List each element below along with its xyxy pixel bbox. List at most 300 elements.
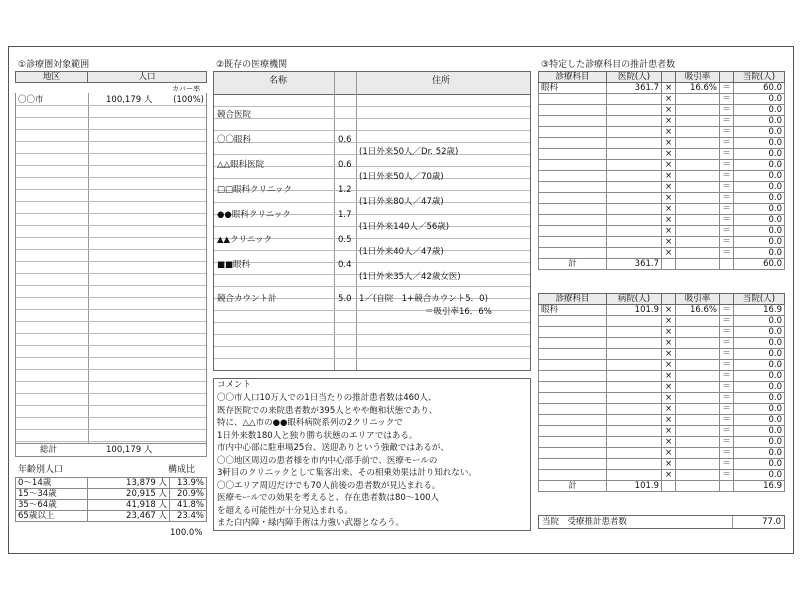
clinic-cell bbox=[607, 459, 662, 470]
eq-cell: ＝ bbox=[720, 338, 734, 349]
own-cell: 60.0 bbox=[734, 83, 785, 94]
own-cell: 0.0 bbox=[734, 138, 785, 149]
table-row bbox=[539, 448, 785, 459]
grid-line bbox=[16, 261, 206, 262]
table-row bbox=[539, 316, 785, 327]
coverage-total-pop: 100,179 人 bbox=[106, 445, 153, 455]
table-row bbox=[539, 437, 785, 448]
dept-cell bbox=[539, 360, 607, 371]
grid-line bbox=[16, 117, 206, 118]
eq-cell: ＝ bbox=[720, 382, 734, 393]
grid-line bbox=[16, 273, 206, 274]
rate-cell bbox=[676, 349, 720, 360]
table-row bbox=[539, 116, 785, 127]
age-pop: 13,879 人 bbox=[88, 478, 170, 489]
dept-cell bbox=[539, 127, 607, 138]
table-row bbox=[539, 349, 785, 360]
coverage-total-label: 総計 bbox=[40, 445, 58, 455]
rate-cell bbox=[676, 226, 720, 237]
clinic-cell bbox=[607, 404, 662, 415]
dept-cell bbox=[539, 215, 607, 226]
grid-line bbox=[16, 417, 206, 418]
age-row bbox=[16, 511, 207, 522]
dept-cell bbox=[539, 448, 607, 459]
spacer-cell bbox=[720, 481, 734, 492]
dept-cell bbox=[539, 382, 607, 393]
total-clinic: 101.9 bbox=[607, 481, 662, 492]
table-row bbox=[539, 215, 785, 226]
dept-cell bbox=[539, 393, 607, 404]
clinic-cell bbox=[607, 171, 662, 182]
own-cell: 0.0 bbox=[734, 182, 785, 193]
table-row bbox=[539, 459, 785, 470]
eq-cell: ＝ bbox=[720, 116, 734, 127]
clinic-cell bbox=[607, 360, 662, 371]
dept-cell: 眼科 bbox=[539, 305, 607, 316]
clinic-value: 0.6 bbox=[338, 160, 352, 170]
times-cell: × bbox=[662, 182, 676, 193]
coverage-table bbox=[15, 71, 207, 83]
own-header: 当院(人) bbox=[734, 294, 785, 305]
times-cell: × bbox=[662, 371, 676, 382]
eq-cell: ＝ bbox=[720, 127, 734, 138]
dept-cell bbox=[539, 470, 607, 481]
table-header bbox=[539, 294, 785, 305]
comment-line: 医療モールでの効果を考えると、存在患者数は80～100人 bbox=[217, 493, 440, 503]
table-row bbox=[539, 360, 785, 371]
times-cell: × bbox=[662, 349, 676, 360]
dept-cell bbox=[539, 404, 607, 415]
comment-line: 〇〇地区周辺の患者様を市内中心部手前で、医療モールの bbox=[217, 455, 438, 466]
dept-cell bbox=[539, 349, 607, 360]
grid-line bbox=[16, 225, 206, 226]
grid-line bbox=[16, 429, 206, 430]
coverage-divider bbox=[88, 93, 89, 443]
coverage-total-row bbox=[15, 443, 207, 457]
times-cell: × bbox=[662, 360, 676, 371]
own-cell: 0.0 bbox=[734, 226, 785, 237]
rate-cell bbox=[676, 182, 720, 193]
rate-cell bbox=[676, 393, 720, 404]
grid-line bbox=[214, 346, 530, 347]
comment-line: 〇〇エリア周辺だけでも70人前後の患者数が見込まれる。 bbox=[217, 480, 441, 491]
own-cell: 0.0 bbox=[734, 316, 785, 327]
table-row bbox=[539, 248, 785, 259]
grid-line bbox=[16, 333, 206, 334]
clinic-cell bbox=[607, 437, 662, 448]
table-row bbox=[539, 426, 785, 437]
comment-line: 1日外来数180人と独り勝ち状態のエリアではある。 bbox=[217, 430, 418, 441]
eq-cell: ＝ bbox=[720, 305, 734, 316]
times-cell: × bbox=[662, 393, 676, 404]
grid-line bbox=[16, 393, 206, 394]
spacer-cell bbox=[720, 72, 734, 83]
clinic-cell bbox=[607, 226, 662, 237]
table-row bbox=[539, 105, 785, 116]
table-row bbox=[539, 404, 785, 415]
final-divider bbox=[732, 516, 733, 528]
total-row bbox=[539, 481, 785, 492]
grid-line bbox=[214, 130, 530, 131]
dept-cell bbox=[539, 105, 607, 116]
clinic-cell bbox=[607, 426, 662, 437]
rate-cell bbox=[676, 105, 720, 116]
competitor-label: 競合医院 bbox=[217, 110, 252, 120]
own-cell: 0.0 bbox=[734, 127, 785, 138]
clinic-cell bbox=[607, 127, 662, 138]
patients-table-1 bbox=[538, 71, 785, 270]
final-estimate-label: 当院 受療推計患者数 bbox=[542, 517, 628, 527]
own-cell: 0.0 bbox=[734, 105, 785, 116]
eq-cell: ＝ bbox=[720, 226, 734, 237]
rate-cell bbox=[676, 248, 720, 259]
age-pct: 13.9% bbox=[170, 478, 207, 489]
eq-cell: ＝ bbox=[720, 360, 734, 371]
grid-line bbox=[16, 285, 206, 286]
times-cell: × bbox=[662, 237, 676, 248]
comment-line: を超える可能性が十分見込まれる。 bbox=[217, 505, 354, 516]
times-cell: × bbox=[662, 94, 676, 105]
spacer-cell bbox=[662, 259, 676, 270]
clinic-note: (1日外来140人／56歳) bbox=[359, 222, 450, 232]
eq-cell: ＝ bbox=[720, 316, 734, 327]
own-cell: 0.0 bbox=[734, 149, 785, 160]
own-cell: 0.0 bbox=[734, 382, 785, 393]
grid-line bbox=[214, 358, 530, 359]
comment-line: 3軒目のクリニックとして集客出来、その相乗効果は計り知れない。 bbox=[217, 468, 477, 478]
rate-cell bbox=[676, 437, 720, 448]
grid-line bbox=[16, 153, 206, 154]
age-label: 0～14歳 bbox=[16, 478, 88, 489]
grid-line bbox=[16, 309, 206, 310]
clinic-cell bbox=[607, 382, 662, 393]
count-value: 5.0 bbox=[338, 294, 352, 304]
eq-cell: ＝ bbox=[720, 327, 734, 338]
own-cell: 0.0 bbox=[734, 215, 785, 226]
clinic-header: 病院(人) bbox=[607, 294, 662, 305]
clinic-header: 医院(人) bbox=[607, 72, 662, 83]
eq-cell: ＝ bbox=[720, 371, 734, 382]
dept-cell bbox=[539, 426, 607, 437]
clinic-cell bbox=[607, 415, 662, 426]
table-row bbox=[539, 327, 785, 338]
age-label: 35～64歳 bbox=[16, 500, 88, 511]
times-cell: × bbox=[662, 127, 676, 138]
dept-header: 診療科目 bbox=[539, 294, 607, 305]
spacer-cell bbox=[662, 481, 676, 492]
table-row bbox=[539, 193, 785, 204]
own-cell: 0.0 bbox=[734, 415, 785, 426]
eq-cell: ＝ bbox=[720, 404, 734, 415]
grid-line bbox=[214, 142, 530, 143]
grid-line bbox=[16, 381, 206, 382]
dept-cell bbox=[539, 204, 607, 215]
dept-cell bbox=[539, 327, 607, 338]
col-addr-header: 住所 bbox=[432, 76, 451, 86]
dept-cell bbox=[539, 437, 607, 448]
clinic-name: ▲▲クリニック bbox=[217, 235, 273, 245]
own-cell: 0.0 bbox=[734, 459, 785, 470]
rate-cell bbox=[676, 116, 720, 127]
rate-cell bbox=[676, 360, 720, 371]
col-name-header: 名称 bbox=[269, 76, 288, 86]
grid-line bbox=[16, 237, 206, 238]
clinic-name: ■■眼科 bbox=[217, 260, 251, 270]
grid-line bbox=[214, 118, 530, 119]
clinic-cell bbox=[607, 138, 662, 149]
attraction-rate: ＝吸引率16．6% bbox=[425, 307, 492, 317]
rate-cell bbox=[676, 127, 720, 138]
grid-line bbox=[16, 369, 206, 370]
grid-line bbox=[214, 286, 530, 287]
rate-cell bbox=[676, 138, 720, 149]
own-cell: 0.0 bbox=[734, 349, 785, 360]
eq-cell: ＝ bbox=[720, 215, 734, 226]
grid-line bbox=[16, 297, 206, 298]
count-label: 競合カウント計 bbox=[217, 294, 277, 304]
grid-line bbox=[16, 321, 206, 322]
coverage-pop: 100,179 人 bbox=[106, 95, 153, 105]
clinic-cell bbox=[607, 94, 662, 105]
grid-line bbox=[16, 189, 206, 190]
own-cell: 0.0 bbox=[734, 204, 785, 215]
table-row bbox=[539, 83, 785, 94]
clinic-name: △△眼科医院 bbox=[217, 160, 265, 170]
dept-cell bbox=[539, 459, 607, 470]
total-own: 60.0 bbox=[734, 259, 785, 270]
grid-line bbox=[16, 165, 206, 166]
clinic-cell: 361.7 bbox=[607, 83, 662, 94]
grid-line bbox=[16, 345, 206, 346]
comment-line: 特に、△△市の●●眼科病院系列の2クリニックで bbox=[217, 418, 403, 428]
dept-cell bbox=[539, 160, 607, 171]
eq-cell: ＝ bbox=[720, 94, 734, 105]
times-cell: × bbox=[662, 437, 676, 448]
rate-cell bbox=[676, 94, 720, 105]
table-row bbox=[539, 393, 785, 404]
table-row bbox=[539, 138, 785, 149]
clinic-note: (1日外来50人／70歳) bbox=[359, 172, 444, 182]
coverage-cover: (100%) bbox=[173, 95, 204, 105]
own-cell: 0.0 bbox=[734, 94, 785, 105]
own-cell: 0.0 bbox=[734, 404, 785, 415]
own-cell: 0.0 bbox=[734, 371, 785, 382]
table-row bbox=[539, 470, 785, 481]
comment-line: 〇〇市人口10万人での1日当たりの推計患者数は460人、 bbox=[217, 393, 437, 403]
clinic-name: 〇〇眼科 bbox=[217, 135, 252, 145]
table-row bbox=[539, 94, 785, 105]
times-cell: × bbox=[662, 415, 676, 426]
times-cell: × bbox=[662, 116, 676, 127]
clinic-cell bbox=[607, 393, 662, 404]
rate-cell bbox=[676, 215, 720, 226]
table-row bbox=[539, 182, 785, 193]
spacer-cell bbox=[662, 72, 676, 83]
age-pct: 23.4% bbox=[170, 511, 207, 522]
table-row bbox=[539, 371, 785, 382]
eq-cell: ＝ bbox=[720, 149, 734, 160]
own-cell: 0.0 bbox=[734, 437, 785, 448]
clinic-name: ●●眼科クリニック bbox=[217, 210, 291, 220]
table-header bbox=[539, 72, 785, 83]
eq-cell: ＝ bbox=[720, 448, 734, 459]
clinic-value: 1.7 bbox=[338, 210, 352, 220]
rate-cell bbox=[676, 338, 720, 349]
grid-line bbox=[16, 201, 206, 202]
own-cell: 0.0 bbox=[734, 248, 785, 259]
own-cell: 0.0 bbox=[734, 193, 785, 204]
table-row bbox=[539, 226, 785, 237]
clinic-cell bbox=[607, 182, 662, 193]
age-label: 15～34歳 bbox=[16, 489, 88, 500]
table-row bbox=[539, 382, 785, 393]
spacer-cell bbox=[720, 259, 734, 270]
clinic-note: (1日外来35人／42歳女医) bbox=[359, 272, 461, 282]
grid-line bbox=[16, 441, 206, 442]
grid-line bbox=[214, 262, 530, 263]
clinic-cell bbox=[607, 160, 662, 171]
age-table bbox=[15, 477, 207, 522]
own-cell: 0.0 bbox=[734, 160, 785, 171]
grid-line bbox=[214, 334, 530, 335]
times-cell: × bbox=[662, 204, 676, 215]
spacer-cell bbox=[720, 294, 734, 305]
clinic-cell bbox=[607, 448, 662, 459]
times-cell: × bbox=[662, 248, 676, 259]
rate-cell bbox=[676, 204, 720, 215]
comment-box bbox=[213, 378, 531, 531]
col-pop-header: 人口 bbox=[88, 72, 207, 83]
times-cell: × bbox=[662, 448, 676, 459]
eq-cell: ＝ bbox=[720, 171, 734, 182]
rate-cell bbox=[676, 171, 720, 182]
age-row bbox=[16, 489, 207, 500]
times-cell: × bbox=[662, 215, 676, 226]
dept-cell: 眼科 bbox=[539, 83, 607, 94]
section1-title: ①診療圏対象範囲 bbox=[18, 60, 90, 70]
dept-cell bbox=[539, 193, 607, 204]
own-cell: 0.0 bbox=[734, 448, 785, 459]
eq-cell: ＝ bbox=[720, 426, 734, 437]
institutions-box bbox=[213, 71, 531, 371]
rate-cell bbox=[676, 237, 720, 248]
own-cell: 0.0 bbox=[734, 237, 785, 248]
dept-header: 診療科目 bbox=[539, 72, 607, 83]
clinic-name: □□眼科クリニック bbox=[217, 185, 293, 195]
clinic-cell bbox=[607, 215, 662, 226]
times-cell: × bbox=[662, 105, 676, 116]
times-cell: × bbox=[662, 160, 676, 171]
dept-cell bbox=[539, 138, 607, 149]
value-divider bbox=[356, 72, 357, 370]
rate-cell bbox=[676, 327, 720, 338]
clinic-cell bbox=[607, 316, 662, 327]
dept-cell bbox=[539, 171, 607, 182]
rate-header: 吸引率 bbox=[676, 294, 720, 305]
clinic-cell bbox=[607, 193, 662, 204]
count-formula: 1／(自院 1+競合カウント5．0) bbox=[359, 294, 488, 304]
grid-line bbox=[16, 141, 206, 142]
grid-line bbox=[16, 177, 206, 178]
dept-cell bbox=[539, 149, 607, 160]
rate-cell bbox=[676, 382, 720, 393]
grid-line bbox=[16, 213, 206, 214]
own-cell: 16.9 bbox=[734, 305, 785, 316]
times-cell: × bbox=[662, 138, 676, 149]
times-cell: × bbox=[662, 149, 676, 160]
dept-cell bbox=[539, 94, 607, 105]
section3-title: ③特定した診療科目の推計患者数 bbox=[541, 60, 676, 70]
clinic-note: (1日外来80人／47歳) bbox=[359, 197, 444, 207]
eq-cell: ＝ bbox=[720, 437, 734, 448]
table-row bbox=[539, 160, 785, 171]
grid-line bbox=[16, 249, 206, 250]
times-cell: × bbox=[662, 305, 676, 316]
total-own: 16.9 bbox=[734, 481, 785, 492]
cover-rate-label: カバー率 bbox=[172, 85, 200, 93]
dept-cell bbox=[539, 182, 607, 193]
clinic-note: (1日外来40人／47歳) bbox=[359, 247, 444, 257]
eq-cell: ＝ bbox=[720, 138, 734, 149]
eq-cell: ＝ bbox=[720, 105, 734, 116]
times-cell: × bbox=[662, 382, 676, 393]
eq-cell: ＝ bbox=[720, 415, 734, 426]
times-cell: × bbox=[662, 470, 676, 481]
times-cell: × bbox=[662, 327, 676, 338]
institutions-header bbox=[214, 72, 530, 95]
clinic-value: 0.6 bbox=[338, 135, 352, 145]
dept-cell bbox=[539, 371, 607, 382]
patients-table-2 bbox=[538, 293, 785, 492]
age-pct: 41.8% bbox=[170, 500, 207, 511]
times-cell: × bbox=[662, 226, 676, 237]
total-label: 計 bbox=[539, 259, 607, 270]
times-cell: × bbox=[662, 459, 676, 470]
final-estimate-row bbox=[538, 515, 785, 529]
rate-cell bbox=[676, 404, 720, 415]
age-ratio-label: 構成比 bbox=[168, 465, 196, 475]
age-pct: 20.9% bbox=[170, 489, 207, 500]
total-row bbox=[539, 259, 785, 270]
rate-cell bbox=[676, 160, 720, 171]
own-cell: 0.0 bbox=[734, 360, 785, 371]
age-total-pct: 100.0% bbox=[170, 528, 203, 538]
own-cell: 0.0 bbox=[734, 470, 785, 481]
eq-cell: ＝ bbox=[720, 193, 734, 204]
dept-cell bbox=[539, 338, 607, 349]
times-cell: × bbox=[662, 404, 676, 415]
dept-cell bbox=[539, 237, 607, 248]
rate-cell bbox=[676, 193, 720, 204]
clinic-value: 1.2 bbox=[338, 185, 352, 195]
age-title: 年齢別人口 bbox=[18, 465, 64, 475]
table-row bbox=[539, 237, 785, 248]
clinic-cell: 101.9 bbox=[607, 305, 662, 316]
own-cell: 0.0 bbox=[734, 338, 785, 349]
table-row bbox=[539, 171, 785, 182]
times-cell: × bbox=[662, 193, 676, 204]
eq-cell: ＝ bbox=[720, 237, 734, 248]
clinic-cell bbox=[607, 327, 662, 338]
comment-title: コメント bbox=[217, 380, 252, 390]
comment-line: 既存医院での来院患者数が395人とやや飽和状態であり、 bbox=[217, 405, 438, 416]
rate-header: 吸引率 bbox=[676, 72, 720, 83]
dept-cell bbox=[539, 316, 607, 327]
grid-line bbox=[214, 322, 530, 323]
dept-cell bbox=[539, 248, 607, 259]
section2-title: ②既存の医療機関 bbox=[216, 60, 288, 70]
table-row bbox=[539, 338, 785, 349]
